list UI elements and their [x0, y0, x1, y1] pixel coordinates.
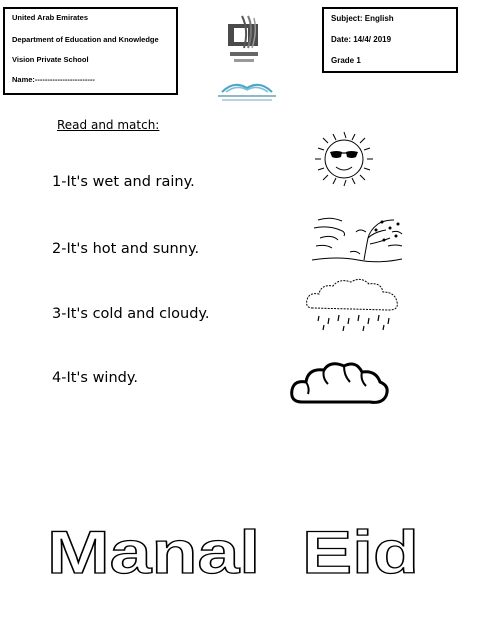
- school-line: Vision Private School: [12, 55, 89, 64]
- sentence-2: 2-It's hot and sunny.: [52, 241, 200, 257]
- school-info-box: [3, 7, 178, 95]
- sentence-3: 3-It's cold and cloudy.: [52, 306, 210, 322]
- sentence-1: 1-It's wet and rainy.: [52, 174, 195, 190]
- department-line: Department of Education and Knowledge: [12, 35, 159, 44]
- teacher-name-text: Manal Eid: [47, 523, 420, 579]
- name-line: Name:------------------------: [12, 75, 95, 84]
- sentence-4: 4-It's windy.: [52, 370, 138, 386]
- date-line: Date: 14/4/ 2019: [331, 35, 392, 44]
- country-line: United Arab Emirates: [12, 13, 88, 22]
- education-department-logo: [212, 78, 282, 104]
- teacher-name: [44, 523, 422, 579]
- rain-cloud-icon: [303, 274, 403, 334]
- windy-tree-icon: [308, 212, 406, 264]
- class-info-box: [322, 7, 458, 73]
- instruction-heading: Read and match:: [57, 118, 160, 132]
- grade-line: Grade 1: [331, 56, 361, 65]
- subject-line: Subject: English: [331, 14, 394, 23]
- cloud-icon: [288, 358, 392, 410]
- year-of-tolerance-logo: [226, 14, 262, 66]
- sun-icon: [305, 128, 383, 190]
